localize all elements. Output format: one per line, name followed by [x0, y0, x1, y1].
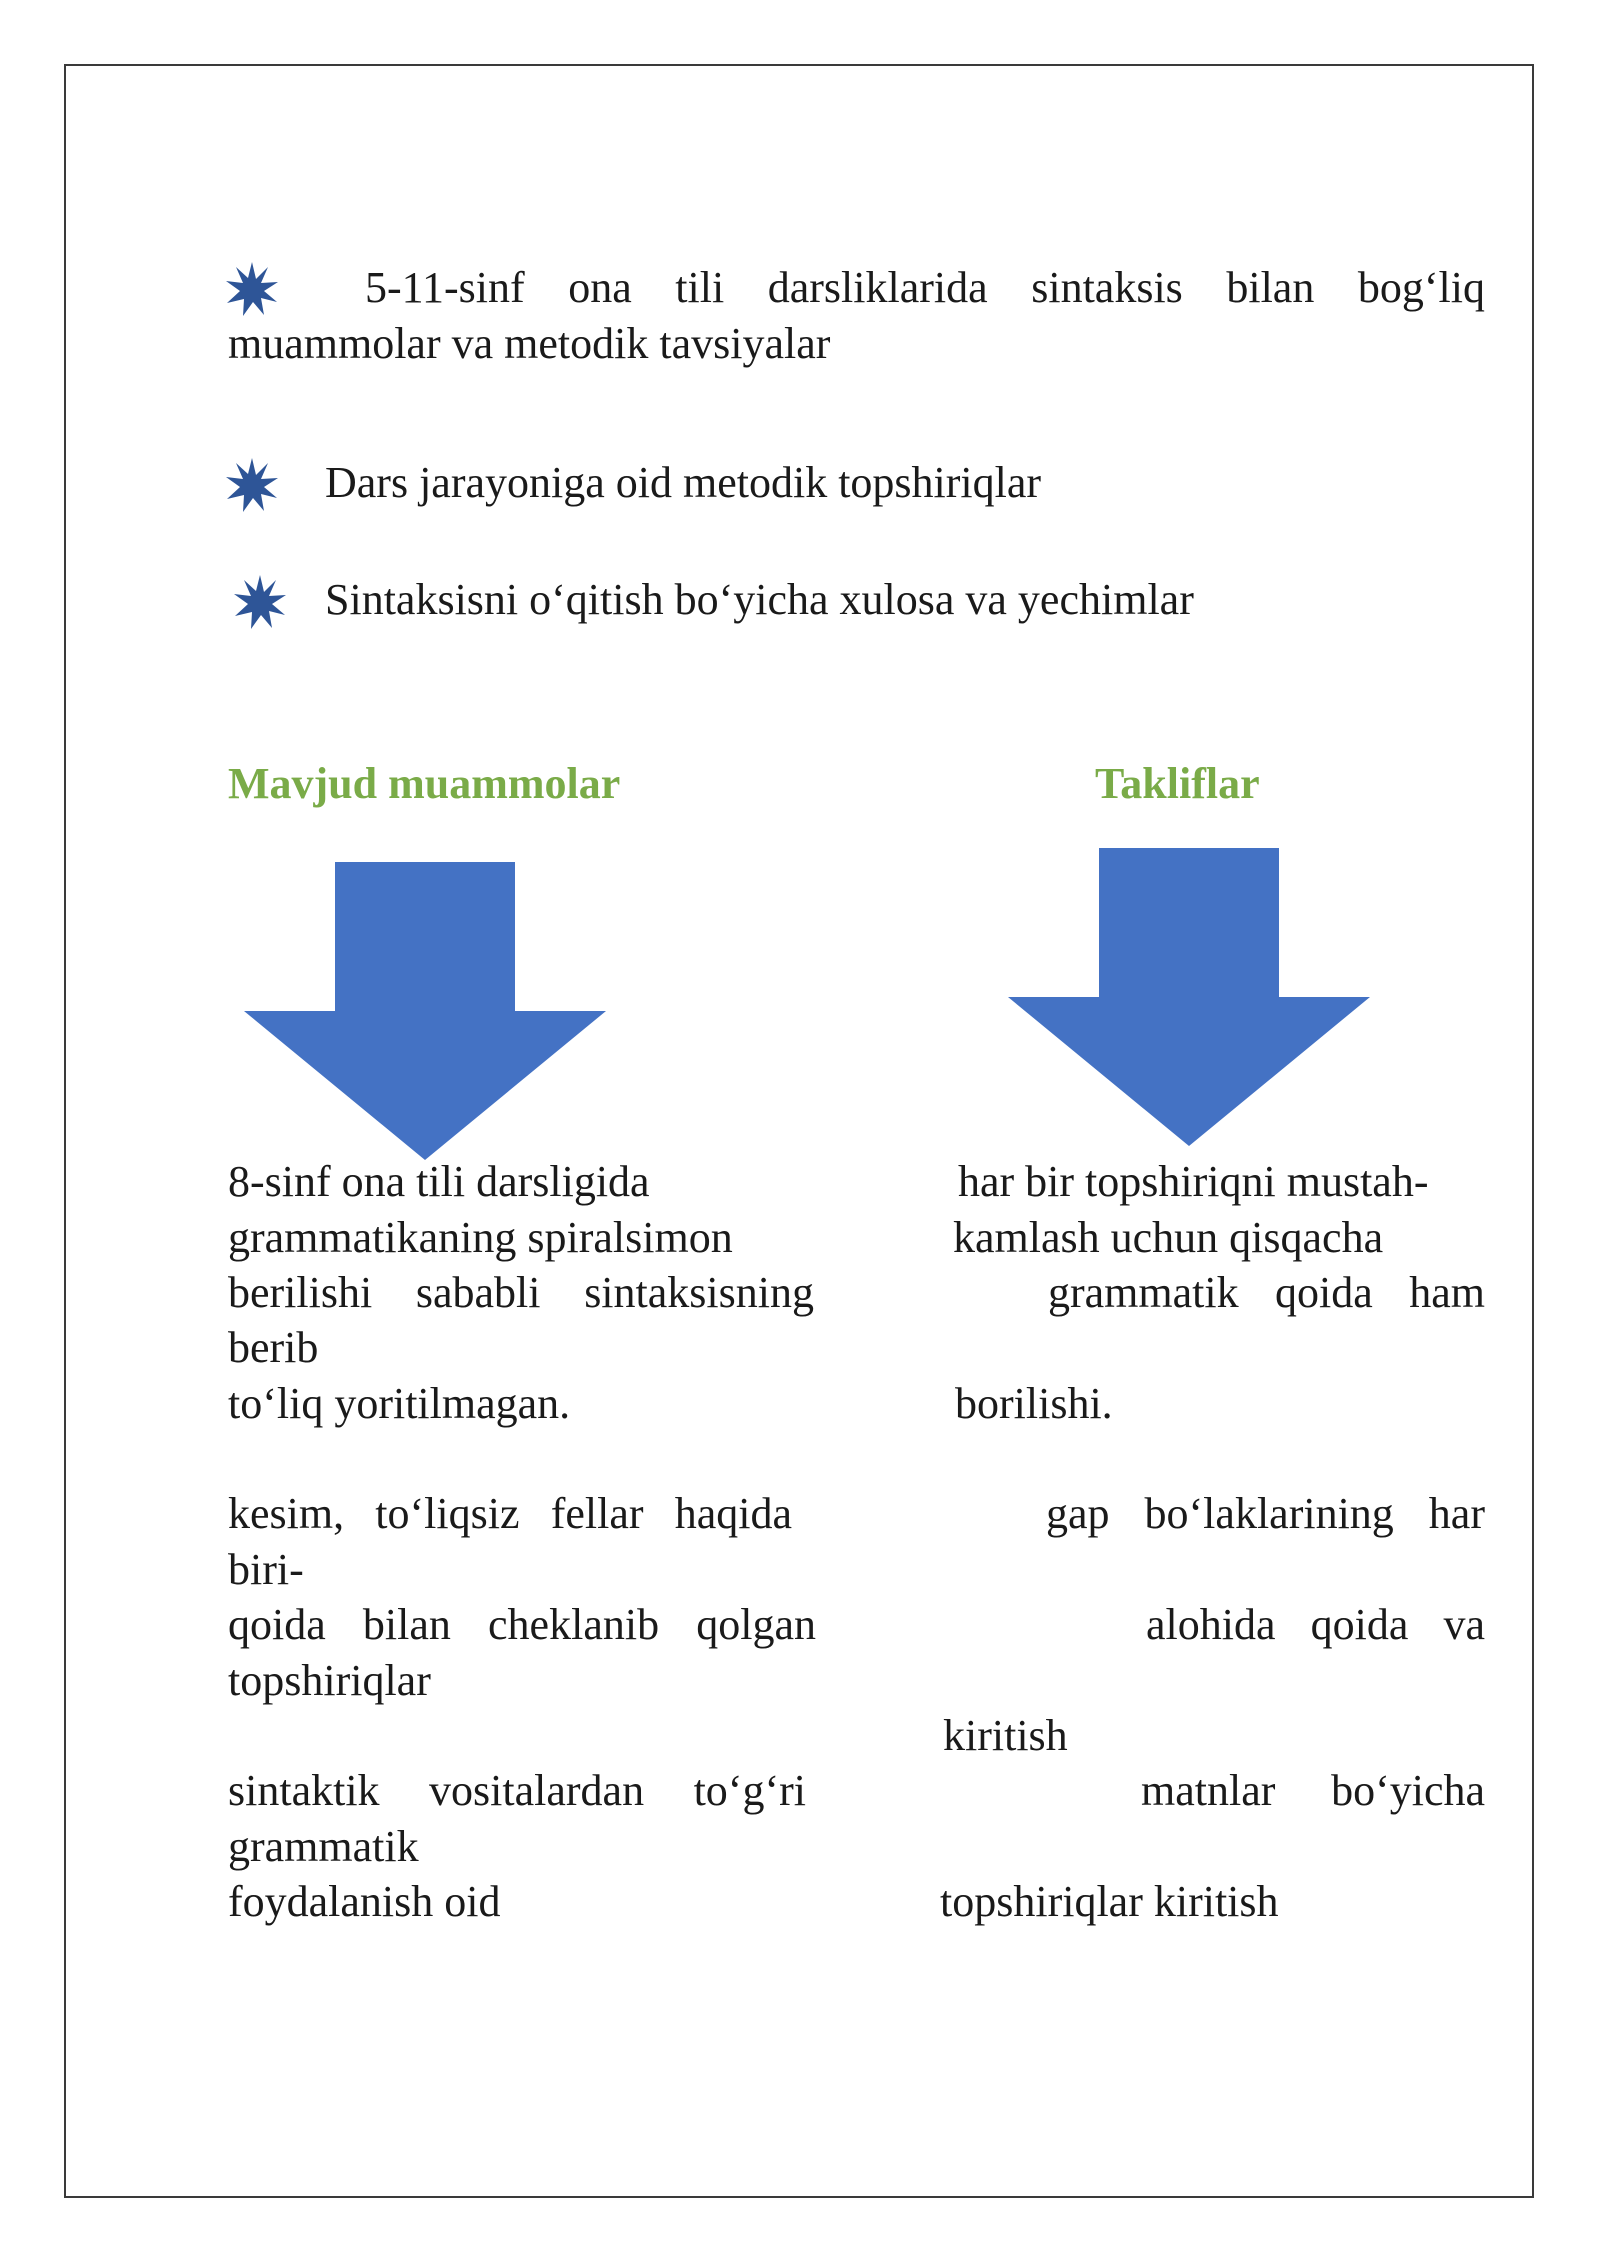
- bullet-3-text: Sintaksisni o‘qitish bo‘yicha xulosa va yechimlar: [325, 575, 1194, 624]
- word: qolgan: [696, 1600, 816, 1649]
- right-line: [1046, 1486, 1485, 1542]
- word: alohida: [1146, 1600, 1276, 1649]
- word: berilishi: [228, 1268, 373, 1317]
- star-icon: [223, 260, 281, 318]
- right-line: topshiriqlar kiritish: [940, 1877, 1279, 1926]
- left-line: [228, 1763, 806, 1819]
- word: bilan: [1226, 263, 1315, 312]
- left-line: [228, 1265, 814, 1321]
- word: haqida: [674, 1489, 792, 1538]
- right-line: har bir topshiriqni mustah-: [958, 1157, 1429, 1206]
- left-line: grammatikaning spiralsimon: [228, 1213, 733, 1262]
- right-down-arrow: [1008, 848, 1370, 1146]
- right-line: kamlash uchun qisqacha: [953, 1213, 1384, 1262]
- right-line: [1141, 1763, 1485, 1819]
- right-line: kiritish: [943, 1711, 1068, 1760]
- bullet-1-line-2: muammolar va metodik tavsiyalar: [228, 319, 831, 368]
- word: qoida: [1310, 1600, 1409, 1649]
- right-line: borilishi.: [955, 1379, 1113, 1428]
- word: matnlar: [1141, 1766, 1276, 1815]
- word: ona: [568, 263, 632, 312]
- left-line: [228, 1597, 816, 1653]
- word: ham: [1409, 1268, 1485, 1317]
- word: bo‘yicha: [1331, 1766, 1485, 1815]
- word: sababli: [415, 1268, 541, 1317]
- right-line: [1048, 1265, 1485, 1321]
- word: cheklanib: [488, 1600, 660, 1649]
- word: sintaksisning: [584, 1268, 814, 1317]
- word: qoida: [228, 1600, 326, 1649]
- bullet-1-line-1: [365, 260, 1485, 316]
- left-line: topshiriqlar: [228, 1656, 431, 1705]
- word: qoida: [1275, 1268, 1373, 1317]
- word: bo‘laklarining: [1144, 1489, 1394, 1538]
- word: bog‘liq: [1357, 263, 1485, 312]
- bullet-2-text: Dars jarayoniga oid metodik topshiriqlar: [325, 458, 1042, 507]
- word: bilan: [362, 1600, 451, 1649]
- word: vositalardan: [429, 1766, 645, 1815]
- word: tili: [675, 263, 725, 312]
- word: sintaksis: [1031, 263, 1183, 312]
- word: sintaktik: [228, 1766, 380, 1815]
- word: gap: [1046, 1489, 1110, 1538]
- word: to‘g‘ri: [693, 1766, 806, 1815]
- word: har: [1428, 1489, 1485, 1538]
- word: va: [1443, 1600, 1485, 1649]
- left-line: [228, 1486, 792, 1542]
- left-line: grammatik: [228, 1822, 419, 1871]
- right-line: [1146, 1597, 1485, 1653]
- left-line: foydalanish oid: [228, 1877, 501, 1926]
- word: kesim,: [228, 1489, 345, 1538]
- left-down-arrow: [244, 862, 606, 1160]
- left-line: biri-: [228, 1545, 304, 1594]
- left-line: 8-sinf ona tili darsligida: [228, 1157, 650, 1206]
- right-heading: Takliflar: [1095, 759, 1260, 808]
- word: grammatik: [1048, 1268, 1239, 1317]
- star-icon: [231, 573, 289, 631]
- word: darsliklarida: [767, 263, 988, 312]
- word: 5-11-sinf: [365, 263, 525, 312]
- star-icon: [223, 456, 281, 514]
- left-heading: Mavjud muammolar: [228, 759, 621, 808]
- word: fellar: [550, 1489, 644, 1538]
- left-line: berib: [228, 1323, 319, 1372]
- left-line: to‘liq yoritilmagan.: [228, 1379, 571, 1428]
- word: to‘liqsiz: [375, 1489, 520, 1538]
